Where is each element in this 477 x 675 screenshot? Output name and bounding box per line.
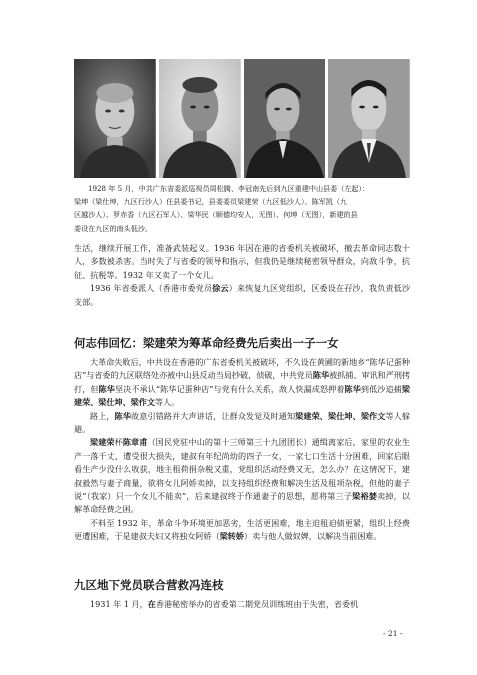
caption-line: 1928 年 5 月，中共广东省委派巡视员周松腾、李冠南先后到九区重建中山县委（左起）： <box>88 184 370 193</box>
section-heading: 何志伟回忆：梁建荣为筹革命经费先后卖出一子一女 <box>74 336 339 350</box>
caption-line: 梁坤（梁仕坤，九区行沙人）任县委书记，县委委员梁建荣（九区低沙人）、陈军凯（九 <box>74 197 348 207</box>
page-number: - 21 - <box>383 629 403 638</box>
portrait-photo-row <box>74 59 410 178</box>
paragraph: 1936 年省委派人（香港市委党员徐云）来恢复九区党组织，区委设在孖沙，我负责低沙支部。 <box>74 283 410 307</box>
caption-line: 区越沙人）、罗赤香（九区石军人）、梁华民（顺德均安人，无图）、何坤（无图），新建的县 <box>74 210 358 220</box>
section-heading: 九区地下党员联合营救冯连枝 <box>74 578 224 592</box>
paragraph: 生活，继续开展工作，准备武装起义。1936 年因在港的省委机关被破坏，撤去革命同志数十人，多数被杀害。当时失了与省委的领导和指示，但我仍是继续秘密领导群众，向敌斗争，抗征、抗税等。1932 年又卖了一个女儿。 <box>74 243 410 280</box>
paragraph: 1931 年 1 月，在香港秘密举办的省委第二期党员训练班由于失密，省委机 <box>90 599 359 609</box>
paragraph: 不料至 1932 年，革命斗争环境更加恶劣，生活更困难，地主迫租迫债更紧，组织上经费更遭困难，于是建叔夫妇又将独女阿娇（梁转娇）卖与他人做奴婢，以解决当前困难。 <box>74 517 410 542</box>
body-section-2 <box>74 356 410 544</box>
paragraph: 路上，陈华故意引错路并大声讲话，让群众发觉及时通知梁建荣、梁仕坤、梁作文等人躲避。 <box>74 410 410 435</box>
paragraph: 梁建荣杯陈章甫（国民党驻中山的第十三师第三十九团团长）通缉离家后，家里的农业生产一落千丈，遭受很大损失，建叔有年纪尚幼的四子一女，一家七口生活十分困难，回家后眼看生产少没什么收获，地主租荷捐杂税又重，党组织活动经费又无，怎么办？在这情况下，建叔毅然与妻子商量，欲将女儿阿娇卖掉，以支持组织经费和解决生活及租项杂税，但他的妻子说“（我家）只一个女儿不能卖”，后来建叔终于作通妻子的思想，愿将第三子梁裕婪卖掉，以解革命经费之困。 <box>74 437 410 515</box>
portrait-photo-2 <box>159 59 241 178</box>
portrait-photo-3 <box>244 59 326 178</box>
body-section-1 <box>74 242 410 309</box>
portrait-photo-1 <box>74 59 156 178</box>
body-section-3 <box>74 598 410 611</box>
portrait-photo-4 <box>328 59 410 178</box>
caption-line: 委设在九区的南头低沙。 <box>74 223 153 233</box>
photo-caption <box>74 182 410 235</box>
paragraph: 大革命失败后，中共设在香港的广东省委机关被破坏，不久设在黄圃的新地乡“陈华记蛋种店”与省委的九区联络处亦被中山县反动当局抄破，侦破，中共党员陈华被抓捕、审讯和严刑拷打，但陈华坚决不承认“陈华记蛋种店”与党有什么关系，敌人快漏成怒押着陈华到低沙追捕梁建荣、梁仕坤、梁作文等人。 <box>74 357 411 408</box>
